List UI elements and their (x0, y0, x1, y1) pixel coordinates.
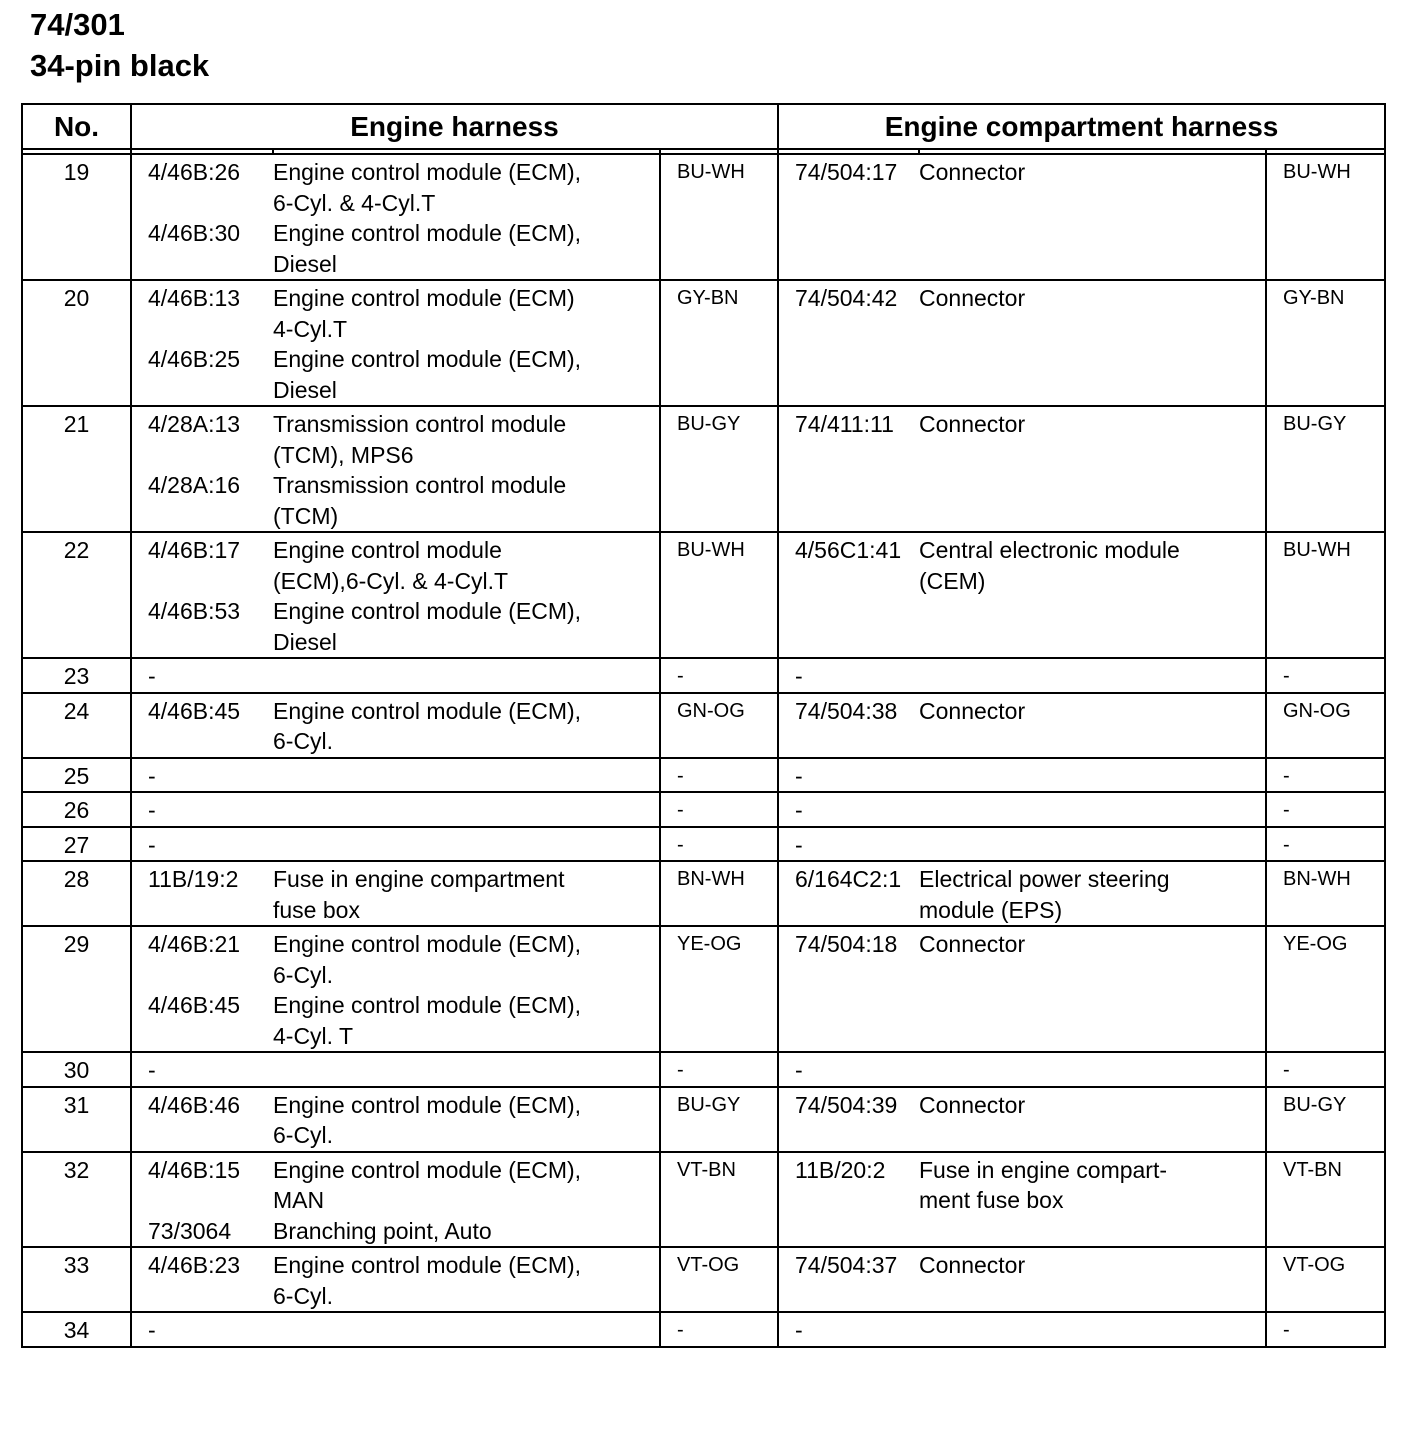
comp-terminal-code: 74/504:18 (795, 931, 898, 957)
engine-terminal-descriptions (273, 693, 660, 758)
comp-terminal-code: - (795, 762, 803, 789)
engine-terminal-description: (TCM), MPS6 (273, 441, 414, 468)
engine-terminal-description: 6-Cyl. & 4-Cyl.T (273, 189, 436, 216)
engine-terminal-codes (131, 792, 273, 827)
comp-wire-color: - (1266, 792, 1385, 827)
engine-wire-color: BU-GY (660, 406, 778, 532)
comp-terminal-codes (778, 1312, 919, 1347)
comp-terminal-code: 74/411:11 (795, 411, 894, 437)
table-row (22, 861, 1385, 926)
comp-terminal-codes (778, 693, 919, 758)
engine-wire-color: - (660, 1052, 778, 1087)
pin-number: 23 (22, 658, 131, 693)
table-row (22, 280, 1385, 406)
engine-terminal-code: - (148, 663, 156, 689)
engine-terminal-codes (131, 926, 273, 1052)
comp-terminal-descriptions (919, 154, 1266, 280)
pin-number: 32 (22, 1152, 131, 1248)
comp-terminal-codes (778, 861, 919, 926)
pin-number: 22 (22, 532, 131, 658)
comp-terminal-description: Connector (919, 1091, 1026, 1118)
comp-terminal-descriptions (919, 532, 1266, 658)
engine-terminal-codes (131, 280, 273, 406)
comp-terminal-description: Connector (919, 285, 1026, 311)
table-row (22, 693, 1385, 758)
comp-terminal-codes (778, 1087, 919, 1152)
engine-terminal-description: Branching point, Auto (273, 1217, 492, 1244)
table-row (22, 1087, 1385, 1152)
engine-terminal-codes (131, 693, 273, 758)
engine-terminal-description: Engine control module (ECM) (273, 285, 575, 311)
comp-terminal-description: (CEM) (919, 567, 986, 594)
comp-terminal-codes (778, 827, 919, 862)
comp-terminal-code: - (795, 831, 803, 858)
comp-terminal-descriptions (919, 280, 1266, 406)
pin-number: 28 (22, 861, 131, 926)
comp-terminal-description: Connector (919, 697, 1026, 724)
engine-wire-color: GY-BN (660, 280, 778, 406)
comp-wire-color: YE-OG (1266, 926, 1385, 1052)
engine-terminal-description: 6-Cyl. (273, 1282, 334, 1309)
comp-terminal-description: ment fuse box (919, 1187, 1064, 1213)
engine-terminal-description: (ECM),6-Cyl. & 4-Cyl.T (273, 567, 509, 594)
header-no: No. (22, 104, 131, 149)
table-body (22, 149, 1385, 1347)
comp-terminal-code: 11B/20:2 (795, 1156, 886, 1183)
comp-terminal-descriptions (919, 1087, 1266, 1152)
comp-terminal-codes (778, 280, 919, 406)
engine-terminal-code: 4/46B:17 (148, 537, 241, 563)
engine-terminal-code: 4/46B:21 (148, 931, 241, 957)
engine-terminal-code: - (148, 831, 156, 858)
engine-terminal-descriptions (273, 1312, 660, 1347)
table-row (22, 827, 1385, 862)
comp-wire-color: BN-WH (1266, 861, 1385, 926)
engine-terminal-code: - (148, 1317, 156, 1343)
comp-terminal-descriptions (919, 1052, 1266, 1087)
table-row (22, 406, 1385, 532)
comp-terminal-codes (778, 406, 919, 532)
engine-terminal-code: 4/28A:16 (148, 472, 241, 498)
engine-terminal-descriptions (273, 532, 660, 658)
engine-terminal-code: 4/46B:15 (148, 1156, 241, 1183)
comp-terminal-codes (778, 792, 919, 827)
table-header-row (22, 104, 1385, 149)
comp-terminal-description: module (EPS) (919, 896, 1063, 923)
table-row (22, 658, 1385, 693)
comp-terminal-code: - (795, 797, 803, 823)
engine-terminal-description: Engine control module (ECM), (273, 220, 582, 246)
engine-wire-color: YE-OG (660, 926, 778, 1052)
engine-terminal-code: 4/46B:13 (148, 285, 241, 311)
engine-terminal-codes (131, 406, 273, 532)
comp-terminal-description: Connector (919, 931, 1026, 957)
table-row (22, 926, 1385, 1052)
comp-terminal-descriptions (919, 1312, 1266, 1347)
comp-terminal-codes (778, 658, 919, 693)
connector-description: 34-pin black (30, 48, 210, 83)
engine-terminal-codes (131, 1087, 273, 1152)
engine-wire-color: VT-BN (660, 1152, 778, 1248)
engine-wire-color: - (660, 827, 778, 862)
table-row (22, 1312, 1385, 1347)
connector-id: 74/301 (30, 7, 125, 42)
engine-wire-color: BU-WH (660, 532, 778, 658)
comp-wire-color: BU-WH (1266, 532, 1385, 658)
comp-terminal-codes (778, 1247, 919, 1312)
engine-wire-color: VT-OG (660, 1247, 778, 1312)
engine-terminal-description: Engine control module (273, 537, 502, 563)
engine-terminal-description: fuse box (273, 896, 360, 923)
table-row (22, 792, 1385, 827)
pin-number: 31 (22, 1087, 131, 1152)
header-engine-harness: Engine harness (131, 104, 778, 149)
engine-terminal-description: Engine control module (ECM), (273, 1252, 582, 1278)
comp-terminal-code: - (795, 663, 803, 689)
comp-terminal-descriptions (919, 758, 1266, 793)
engine-terminal-description: 6-Cyl. (273, 961, 334, 988)
engine-terminal-descriptions (273, 792, 660, 827)
comp-wire-color: BU-WH (1266, 154, 1385, 280)
comp-terminal-code: 74/504:37 (795, 1252, 898, 1278)
engine-terminal-descriptions (273, 154, 660, 280)
comp-terminal-codes (778, 926, 919, 1052)
engine-terminal-codes (131, 1052, 273, 1087)
engine-terminal-code: - (148, 797, 156, 823)
comp-terminal-description: Connector (919, 159, 1026, 185)
comp-wire-color: BU-GY (1266, 1087, 1385, 1152)
comp-terminal-codes (778, 1152, 919, 1248)
engine-terminal-description: Engine control module (ECM), (273, 1156, 582, 1183)
engine-terminal-description: Fuse in engine compartment (273, 866, 565, 892)
engine-terminal-code: 4/46B:45 (148, 697, 241, 724)
engine-terminal-code: 4/46B:30 (148, 220, 241, 246)
engine-wire-color: BU-GY (660, 1087, 778, 1152)
pin-number: 27 (22, 827, 131, 862)
comp-wire-color: - (1266, 827, 1385, 862)
engine-terminal-description: Engine control module (ECM), (273, 598, 582, 624)
pinout-table (21, 103, 1386, 1348)
comp-terminal-description: Connector (919, 1252, 1026, 1278)
engine-terminal-description: Transmission control module (273, 472, 567, 498)
engine-terminal-codes (131, 861, 273, 926)
engine-terminal-description: Diesel (273, 250, 337, 277)
comp-terminal-descriptions (919, 658, 1266, 693)
pin-number: 30 (22, 1052, 131, 1087)
engine-terminal-codes (131, 827, 273, 862)
engine-terminal-descriptions (273, 658, 660, 693)
pin-number: 25 (22, 758, 131, 793)
engine-terminal-code: 73/3064 (148, 1217, 232, 1244)
engine-terminal-code: 4/46B:46 (148, 1091, 241, 1118)
table-row (22, 758, 1385, 793)
comp-terminal-code: - (795, 1317, 803, 1343)
engine-terminal-description: Diesel (273, 376, 337, 403)
comp-wire-color: - (1266, 1052, 1385, 1087)
engine-terminal-codes (131, 758, 273, 793)
engine-terminal-description: Engine control module (ECM), (273, 1091, 582, 1118)
comp-terminal-description: Fuse in engine compart- (919, 1156, 1168, 1183)
page-title (30, 4, 209, 86)
comp-terminal-codes (778, 1052, 919, 1087)
pin-number: 34 (22, 1312, 131, 1347)
comp-terminal-descriptions (919, 827, 1266, 862)
engine-terminal-descriptions (273, 1152, 660, 1248)
comp-wire-color: - (1266, 758, 1385, 793)
table-row (22, 1052, 1385, 1087)
header-compartment-harness: Engine compartment harness (778, 104, 1385, 149)
table-row (22, 532, 1385, 658)
pin-number: 33 (22, 1247, 131, 1312)
comp-terminal-code: 74/504:42 (795, 285, 898, 311)
comp-terminal-descriptions (919, 1152, 1266, 1248)
engine-terminal-code: 4/46B:53 (148, 598, 241, 624)
comp-wire-color: GY-BN (1266, 280, 1385, 406)
engine-terminal-code: 4/46B:45 (148, 992, 241, 1018)
comp-terminal-descriptions (919, 1247, 1266, 1312)
engine-terminal-description: 6-Cyl. (273, 728, 334, 754)
engine-terminal-codes (131, 658, 273, 693)
comp-terminal-description: Connector (919, 411, 1026, 437)
engine-terminal-codes (131, 1247, 273, 1312)
pin-number: 21 (22, 406, 131, 532)
engine-terminal-description: Engine control module (ECM), (273, 159, 582, 185)
table-row (22, 154, 1385, 280)
comp-terminal-descriptions (919, 693, 1266, 758)
engine-wire-color: - (660, 758, 778, 793)
comp-terminal-descriptions (919, 792, 1266, 827)
engine-terminal-codes (131, 1312, 273, 1347)
comp-terminal-code: - (795, 1057, 803, 1083)
comp-wire-color: VT-BN (1266, 1152, 1385, 1248)
engine-wire-color: BU-WH (660, 154, 778, 280)
pin-number: 26 (22, 792, 131, 827)
engine-terminal-descriptions (273, 827, 660, 862)
comp-wire-color: VT-OG (1266, 1247, 1385, 1312)
engine-terminal-descriptions (273, 406, 660, 532)
comp-terminal-code: 6/164C2:1 (795, 866, 902, 892)
comp-terminal-codes (778, 758, 919, 793)
engine-wire-color: - (660, 1312, 778, 1347)
comp-wire-color: - (1266, 1312, 1385, 1347)
engine-wire-color: - (660, 658, 778, 693)
comp-wire-color: BU-GY (1266, 406, 1385, 532)
engine-terminal-descriptions (273, 280, 660, 406)
comp-terminal-code: 74/504:17 (795, 159, 898, 185)
engine-terminal-descriptions (273, 1052, 660, 1087)
comp-terminal-descriptions (919, 926, 1266, 1052)
pin-number: 24 (22, 693, 131, 758)
comp-terminal-code: 4/56C1:41 (795, 537, 902, 563)
engine-terminal-description: MAN (273, 1187, 325, 1213)
comp-terminal-description: Central electronic module (919, 537, 1180, 563)
comp-terminal-codes (778, 532, 919, 658)
engine-terminal-codes (131, 1152, 273, 1248)
engine-terminal-description: Engine control module (ECM), (273, 697, 582, 724)
engine-terminal-description: 6-Cyl. (273, 1122, 334, 1148)
engine-terminal-description: Engine control module (ECM), (273, 992, 582, 1018)
comp-terminal-descriptions (919, 406, 1266, 532)
engine-terminal-description: Engine control module (ECM), (273, 931, 582, 957)
pin-number: 19 (22, 154, 131, 280)
engine-wire-color: GN-OG (660, 693, 778, 758)
engine-terminal-descriptions (273, 758, 660, 793)
comp-terminal-description: Electrical power steering (919, 866, 1170, 892)
engine-terminal-description: 4-Cyl. T (273, 1022, 354, 1049)
engine-terminal-description: (TCM) (273, 502, 339, 529)
engine-terminal-code: - (148, 1057, 156, 1083)
engine-terminal-descriptions (273, 1247, 660, 1312)
engine-terminal-description: 4-Cyl.T (273, 315, 348, 342)
engine-terminal-description: Transmission control module (273, 411, 567, 437)
comp-terminal-code: 74/504:38 (795, 697, 898, 724)
engine-terminal-code: 4/46B:26 (148, 159, 241, 185)
engine-terminal-code: 4/46B:23 (148, 1252, 241, 1278)
engine-terminal-description: Diesel (273, 628, 337, 655)
pin-number: 20 (22, 280, 131, 406)
comp-terminal-code: 74/504:39 (795, 1091, 898, 1118)
engine-terminal-descriptions (273, 926, 660, 1052)
engine-terminal-code: - (148, 762, 156, 789)
engine-terminal-code: 11B/19:2 (148, 866, 239, 892)
engine-terminal-descriptions (273, 1087, 660, 1152)
comp-wire-color: - (1266, 658, 1385, 693)
engine-wire-color: BN-WH (660, 861, 778, 926)
comp-terminal-codes (778, 154, 919, 280)
engine-terminal-descriptions (273, 861, 660, 926)
table-row (22, 1152, 1385, 1248)
pin-number: 29 (22, 926, 131, 1052)
engine-terminal-code: 4/46B:25 (148, 346, 241, 372)
table-row (22, 1247, 1385, 1312)
comp-wire-color: GN-OG (1266, 693, 1385, 758)
engine-terminal-description: Engine control module (ECM), (273, 346, 582, 372)
engine-terminal-codes (131, 532, 273, 658)
engine-terminal-code: 4/28A:13 (148, 411, 241, 437)
engine-terminal-codes (131, 154, 273, 280)
engine-wire-color: - (660, 792, 778, 827)
comp-terminal-descriptions (919, 861, 1266, 926)
